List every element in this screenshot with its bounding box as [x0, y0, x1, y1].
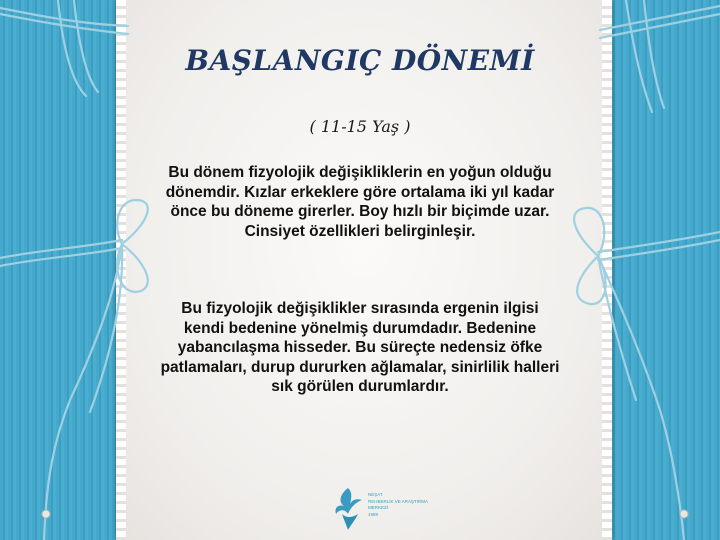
paper-stitched-edge-right: [602, 0, 612, 540]
body-paragraph-2: Bu fizyolojik değişiklikler sırasında ergenin ilgisi kendi bedenine yönelmiş durumdadır. Bedenine yabancılaşma hisseder. Bu süreçte nedensiz öfke patlamaları, durup dururken ağlamalar, sinirlilik halleri sık görülen durumlardır.: [160, 300, 560, 395]
ram-logo: [330, 484, 440, 532]
logo-line: 1989: [368, 511, 379, 517]
wood-background-right: [610, 0, 720, 540]
logo-line: REHBERLİK VE ARAŞTIRMA: [368, 498, 429, 504]
paper-card: [116, 0, 612, 540]
slide-subtitle: ( 11-15 Yaş ): [309, 117, 411, 136]
logo-text: [368, 492, 438, 518]
logo-line: MERKEZİ: [368, 505, 389, 510]
slide-title: BAŞLANGIÇ DÖNEMİ: [185, 44, 535, 77]
dove-logo-icon: [330, 484, 366, 532]
body-paragraph-1: Bu dönem fizyolojik değişikliklerin en yoğun olduğu dönemdir. Kızlar erkeklere göre ortalama iki yıl kadar önce bu döneme girerler. Boy hızlı bir biçimde uzar. Cinsiyet özellikleri belirginleşir.: [165, 164, 555, 240]
wood-background-left: [0, 0, 125, 540]
logo-line: NEŞAT: [368, 492, 383, 497]
paper-stitched-edge-left: [116, 0, 126, 540]
